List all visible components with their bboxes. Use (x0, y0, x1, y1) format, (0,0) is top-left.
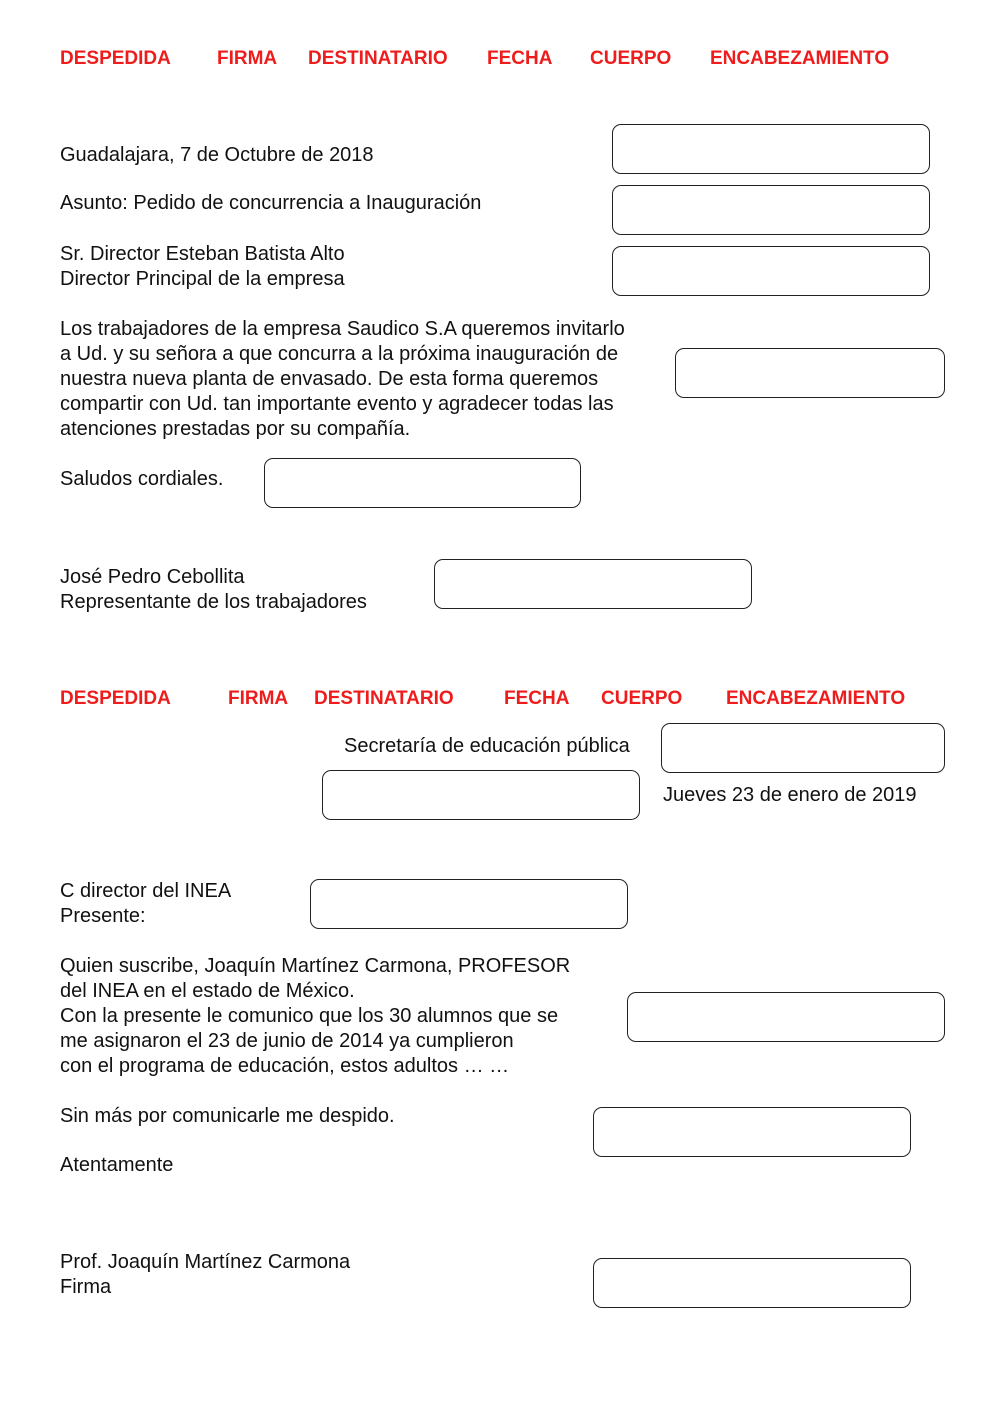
drag-label-despedida[interactable]: DESPEDIDA (60, 48, 171, 69)
drag-label-encabezamiento-2[interactable]: ENCABEZAMIENTO (726, 688, 906, 709)
drag-label-fecha[interactable]: FECHA (487, 48, 553, 69)
drag-label-firma-2[interactable]: FIRMA (228, 688, 289, 709)
letter1-firma-line2: Representante de los trabajadores (60, 591, 367, 613)
letter1-fecha: Guadalajara, 7 de Octubre de 2018 (60, 144, 374, 166)
drop-box-6[interactable] (434, 559, 752, 609)
letter2-atentamente: Atentamente (60, 1154, 174, 1176)
letter2-cuerpo-line1: Quien suscribe, Joaquín Martínez Carmona, PROFESOR (60, 955, 571, 977)
letter2-destinatario-line2: Presente: (60, 905, 146, 927)
drop-box-12[interactable] (593, 1258, 911, 1308)
drag-label-cuerpo[interactable]: CUERPO (590, 48, 672, 69)
letter1-cuerpo-line1: Los trabajadores de la empresa Saudico S.A queremos invitarlo (60, 318, 625, 340)
letter2-encabezamiento: Secretaría de educación pública (344, 735, 630, 757)
letter1-cuerpo-line2: a Ud. y su señora a que concurra a la próxima inauguración de (60, 343, 619, 365)
letter1-cuerpo-line5: atenciones prestadas por su compañía. (60, 418, 411, 440)
letter1-destinatario-line2: Director Principal de la empresa (60, 268, 345, 290)
drop-box-1[interactable] (612, 124, 930, 174)
drop-box-2[interactable] (612, 185, 930, 235)
letter2-cuerpo-line2: del INEA en el estado de México. (60, 980, 355, 1002)
drag-label-cuerpo-2[interactable]: CUERPO (601, 688, 683, 709)
drop-box-8[interactable] (322, 770, 640, 820)
drop-box-10[interactable] (627, 992, 945, 1042)
letter1-destinatario-line1: Sr. Director Esteban Batista Alto (60, 243, 345, 265)
drop-box-7[interactable] (661, 723, 945, 773)
drop-box-9[interactable] (310, 879, 628, 929)
letter1-despedida: Saludos cordiales. (60, 468, 224, 490)
letter2-fecha: Jueves 23 de enero de 2019 (663, 784, 917, 806)
letter2-firma-line1: Prof. Joaquín Martínez Carmona (60, 1251, 351, 1273)
letter1-firma-line1: José Pedro Cebollita (60, 566, 245, 588)
drop-box-5[interactable] (264, 458, 581, 508)
letter2-firma-line2: Firma (60, 1276, 112, 1298)
drop-box-11[interactable] (593, 1107, 911, 1157)
drag-label-encabezamiento[interactable]: ENCABEZAMIENTO (710, 48, 890, 69)
letter2-cuerpo-line5: con el programa de educación, estos adultos … … (60, 1055, 510, 1077)
drag-label-fecha-2[interactable]: FECHA (504, 688, 570, 709)
drag-label-firma[interactable]: FIRMA (217, 48, 278, 69)
letter2-despedida: Sin más por comunicarle me despido. (60, 1105, 395, 1127)
letter2-cuerpo-line3: Con la presente le comunico que los 30 alumnos que se (60, 1005, 559, 1027)
drop-box-3[interactable] (612, 246, 930, 296)
drag-label-destinatario-2[interactable]: DESTINATARIO (314, 688, 454, 709)
letter1-asunto: Asunto: Pedido de concurrencia a Inauguración (60, 192, 482, 214)
letter1-cuerpo-line4: compartir con Ud. tan importante evento y agradecer todas las (60, 393, 614, 415)
drag-label-despedida-2[interactable]: DESPEDIDA (60, 688, 171, 709)
drag-label-destinatario[interactable]: DESTINATARIO (308, 48, 448, 69)
letter1-cuerpo-line3: nuestra nueva planta de envasado. De esta forma queremos (60, 368, 599, 390)
letter2-destinatario-line1: C director del INEA (60, 880, 232, 902)
letter2-cuerpo-line4: me asignaron el 23 de junio de 2014 ya cumplieron (60, 1030, 514, 1052)
drop-box-4[interactable] (675, 348, 945, 398)
